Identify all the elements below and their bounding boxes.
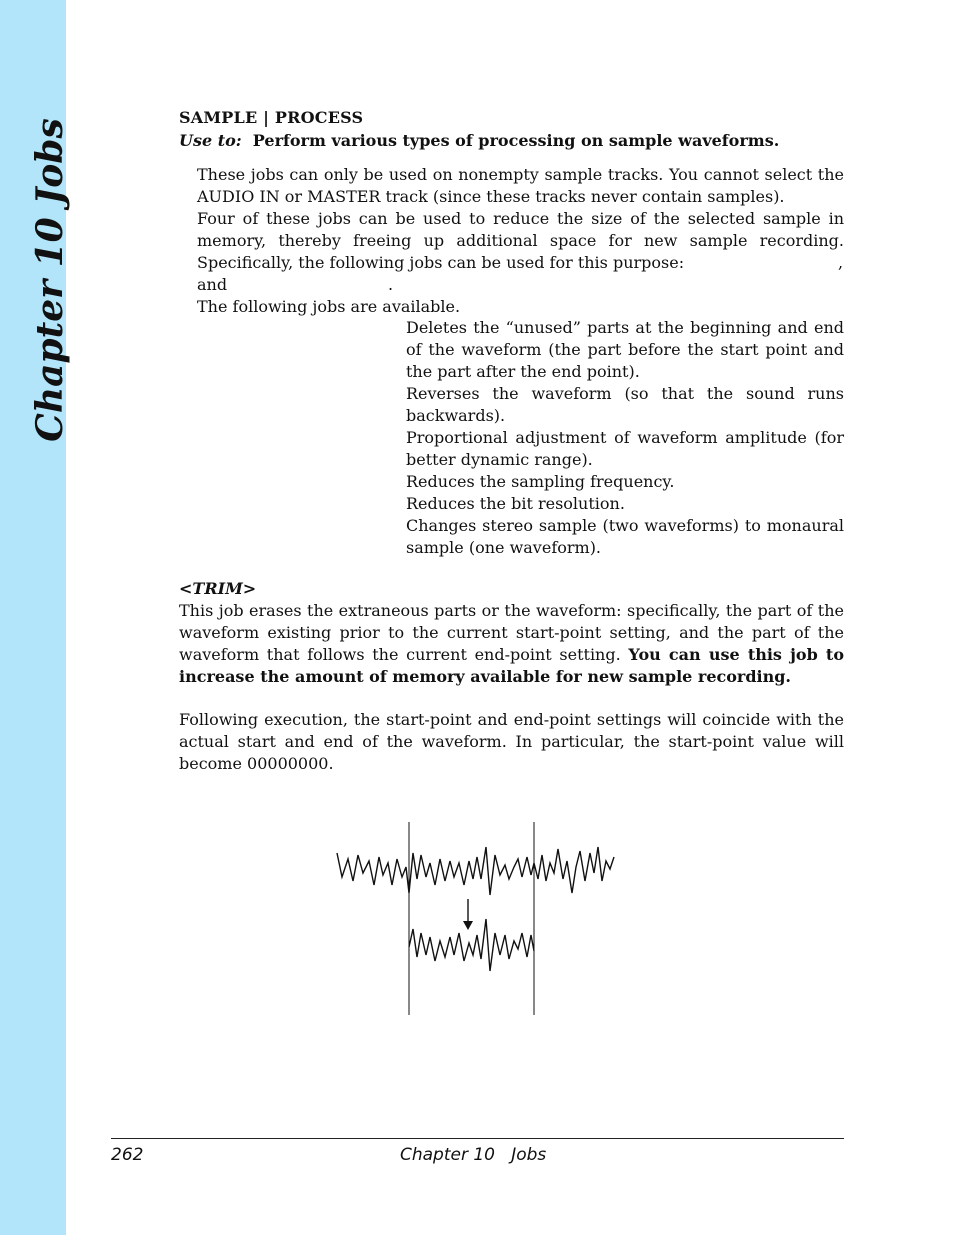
- use-to-label: Use to:: [179, 131, 242, 150]
- trim-heading: <TRIM>: [179, 579, 257, 598]
- footer-chapter-title: Chapter 10 Jobs: [400, 1145, 547, 1165]
- intro-paragraph-2: [197, 208, 844, 274]
- sidebar-chapter-title: Chapter 10 Jobs: [29, 118, 71, 442]
- trimmed-waveform: [409, 919, 534, 971]
- trim-paragraph-1-text: This job erases the extraneous parts or the waveform: specifically, the part of the waveform existing prior to the current start-point setting, and the part of the waveform that follows the current end-point setting.: [179, 601, 844, 664]
- intro-paragraph-1: These jobs can only be used on nonempty sample tracks. You cannot select the AUDIO IN or MASTER track (since these tracks never contain samples).: [197, 165, 844, 206]
- intro-period: .: [388, 275, 394, 294]
- intro-paragraph-3: The following jobs are available.: [197, 297, 461, 316]
- arrow-head-icon: [463, 921, 473, 930]
- use-to-line: [179, 131, 779, 150]
- trim-waveform-diagram: [320, 815, 630, 1025]
- job-description: Reduces the sampling frequency.: [406, 472, 675, 491]
- job-description: Deletes the “unused” parts at the beginning and end of the waveform (the part before the start point and the part after the end point).: [406, 318, 844, 381]
- chapter-sidebar: [0, 0, 71, 1235]
- page-number: 262: [111, 1145, 144, 1165]
- job-description: Reduces the bit resolution.: [406, 494, 625, 513]
- section-heading: SAMPLE | PROCESS: [179, 108, 364, 127]
- trim-paragraph-1-bold: You can use this job to increase the amount of memory available for new sample recording.: [179, 645, 844, 686]
- intro-and: and: [197, 275, 228, 294]
- use-to-text: Perform various types of processing on sample waveforms.: [252, 131, 780, 150]
- trim-paragraph-2: Following execution, the start-point and end-point settings will coincide with the actual start and end of the waveform. In particular, the start-point value will become 00000000.: [179, 710, 844, 773]
- original-waveform: [337, 847, 614, 895]
- intro-comma: ,: [838, 253, 844, 272]
- jobs-list: [406, 317, 844, 559]
- job-description: Reverses the waveform (so that the sound runs backwards).: [406, 384, 844, 425]
- job-description: Proportional adjustment of waveform amplitude (for better dynamic range).: [406, 428, 844, 469]
- trim-paragraph-1: [179, 600, 844, 688]
- footer-divider: [111, 1138, 844, 1139]
- job-description: Changes stereo sample (two waveforms) to monaural sample (one waveform).: [406, 516, 844, 557]
- intro-paragraph-2-text: Four of these jobs can be used to reduce the size of the selected sample in memory, thereby freeing up additional space for new sample recording. Specifically, the following jobs can be used for this purpose:: [197, 209, 844, 272]
